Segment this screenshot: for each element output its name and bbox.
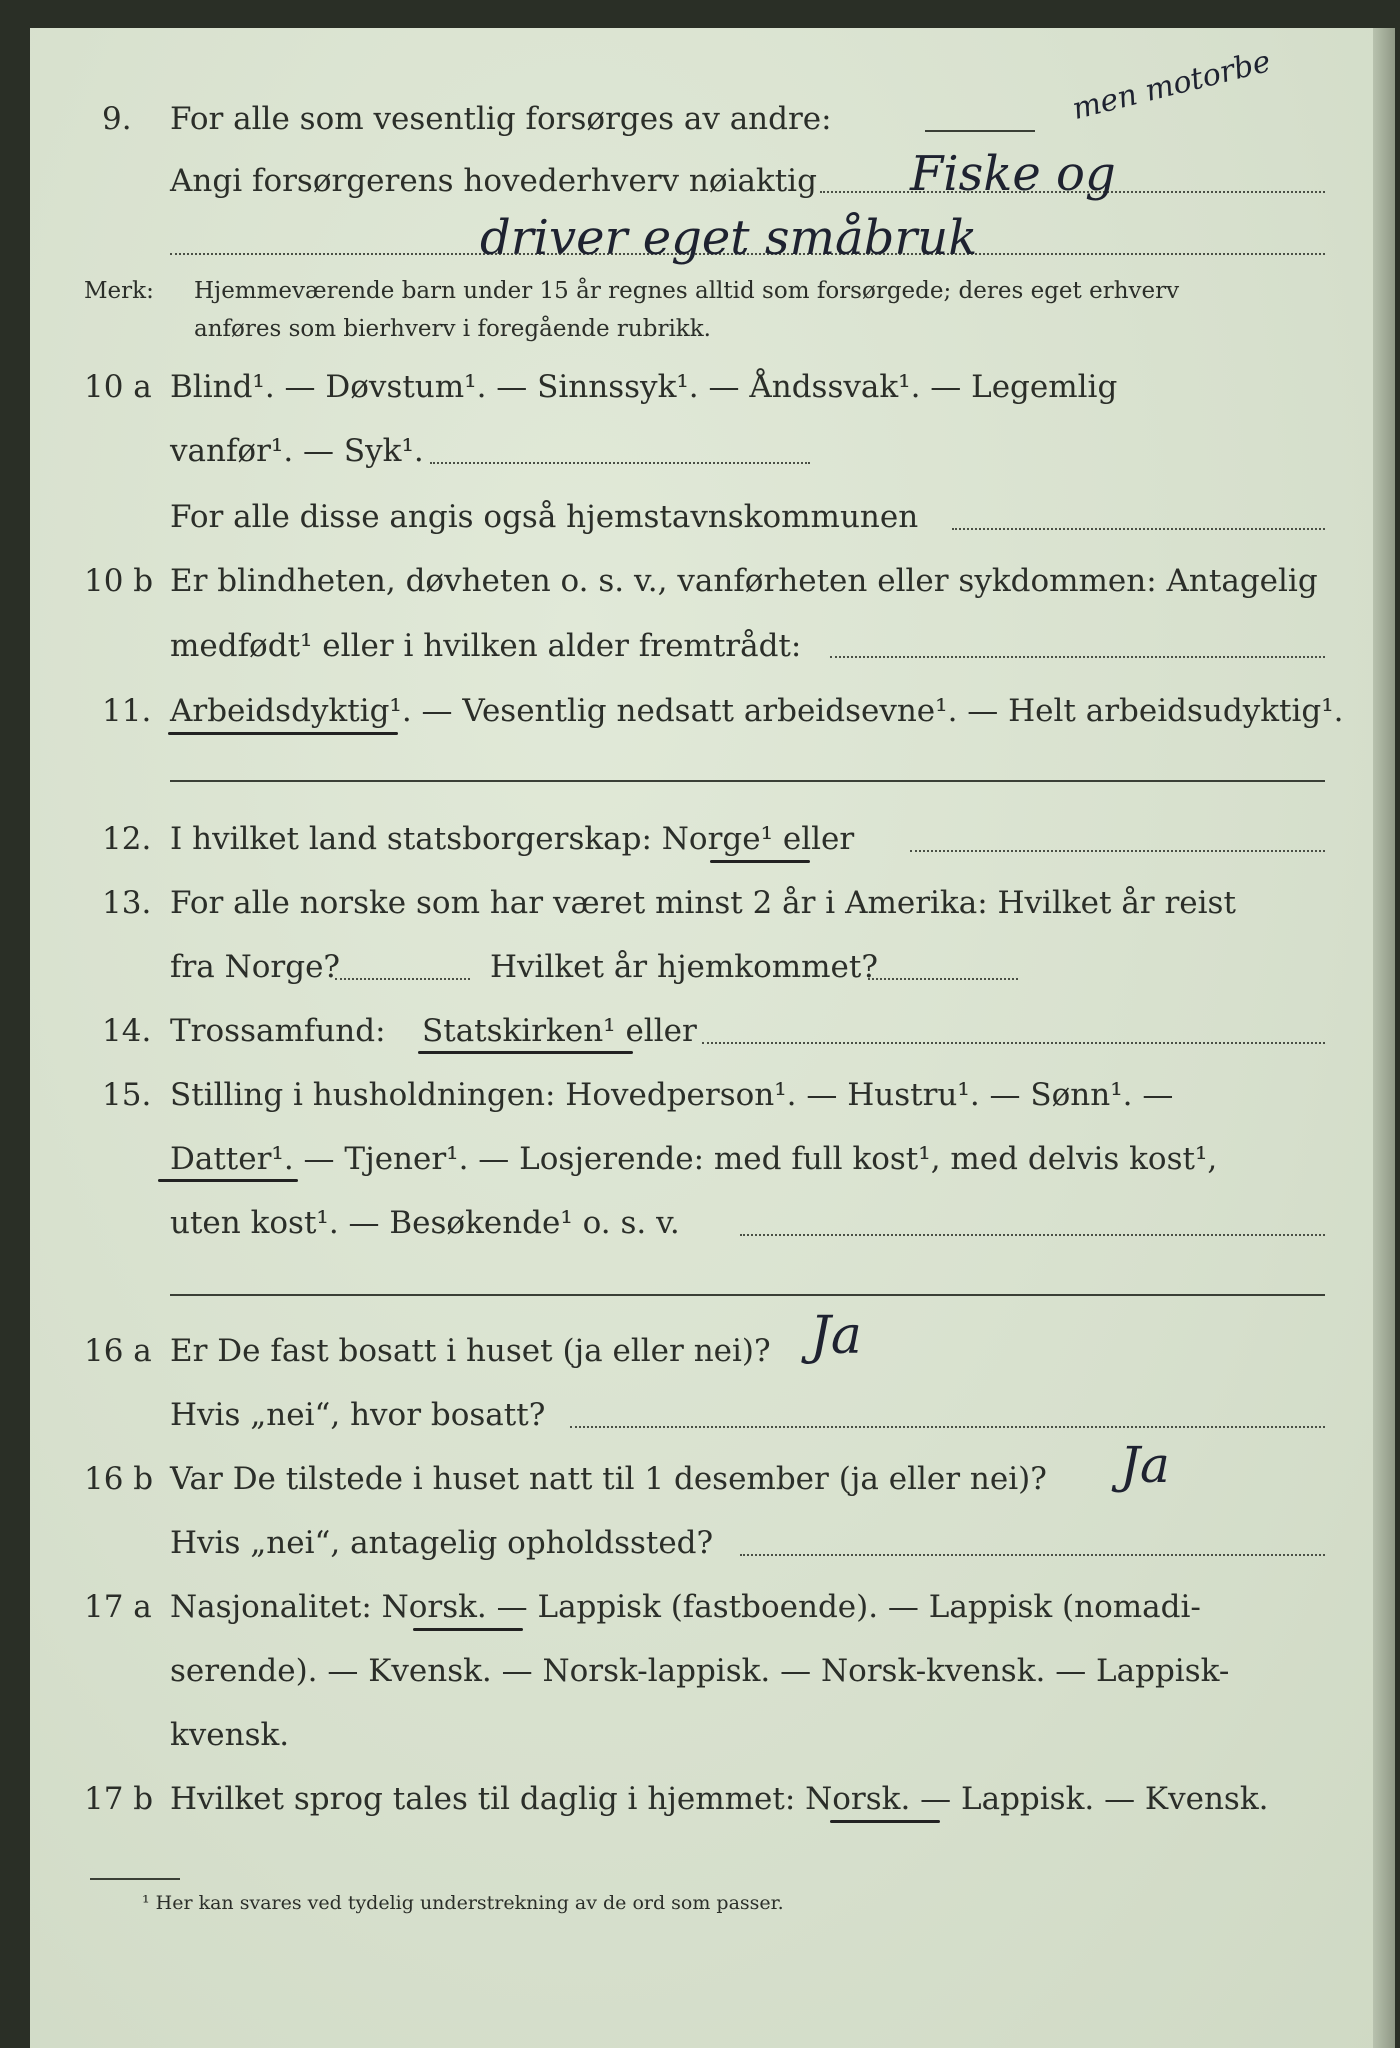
q14-text-1a: Trossamfund: — [170, 1013, 386, 1049]
q15-row-2 — [30, 1136, 1395, 1182]
merk-text-1: Hjemmeværende barn under 15 år regnes alltid som forsørgede; deres eget erhverv — [194, 278, 1180, 304]
q9-text-1: For alle som vesentlig forsørges av andre: — [170, 101, 832, 137]
q16a-row-1 — [30, 1328, 1395, 1374]
q10a-kommune-line — [952, 528, 1325, 530]
q14-text-1b: Statskirken¹ eller — [422, 1013, 697, 1049]
q13-text-1: For alle norske som har været minst 2 år i Amerika: Hvilket år reist — [170, 885, 1236, 921]
q15-row-1 — [30, 1072, 1395, 1118]
q14-underline-statskirken — [418, 1051, 633, 1054]
q17b-row-1 — [30, 1776, 1395, 1822]
q12-answer-line — [910, 850, 1325, 852]
q10b-row-2 — [30, 623, 1395, 669]
q12-row-1 — [30, 816, 1395, 862]
q15-answer-line — [740, 1234, 1325, 1236]
q9-row-2 — [30, 158, 1395, 204]
q15-row-3 — [30, 1200, 1395, 1246]
q13-row-1 — [30, 880, 1395, 926]
q16a-text-1: Er De fast bosatt i huset (ja eller nei)? — [170, 1333, 771, 1369]
q9-row-1 — [30, 96, 1395, 142]
q16b-number: 16 b — [84, 1461, 154, 1497]
merk-text-2: anføres som bierhverv i foregående rubrikk. — [194, 316, 711, 342]
q9-margin-note: men motorbe — [1068, 43, 1275, 128]
q10a-text-2: vanfør¹. — Syk¹. — [170, 433, 424, 469]
census-form-page — [30, 28, 1395, 2048]
q9-text-2: Angi forsørgerens hovederhverv nøiaktig — [170, 163, 817, 199]
q11-row-1 — [30, 688, 1395, 734]
q16a-bosatt-line — [570, 1426, 1325, 1428]
q9-number: 9. — [102, 101, 132, 137]
q10b-row-1 — [30, 558, 1395, 604]
q17b-number: 17 b — [84, 1781, 154, 1817]
q17a-text-3: kvensk. — [170, 1717, 290, 1753]
q13-text-2b: Hvilket år hjemkommet? — [490, 949, 878, 985]
q17b-underline-norsk — [830, 1820, 940, 1823]
q17a-text-2: serende). — Kvensk. — Norsk-lappisk. — Norsk-kvensk. — Lappisk- — [170, 1653, 1230, 1689]
q15-text-2: Datter¹. — Tjener¹. — Losjerende: med full kost¹, med delvis kost¹, — [170, 1141, 1218, 1177]
merk-row-1 — [84, 272, 1180, 310]
q15-number: 15. — [102, 1077, 152, 1113]
q10a-number: 10 a — [84, 369, 152, 405]
q10a-text-1: Blind¹. — Døvstum¹. — Sinnssyk¹. — Åndssvak¹. — Legemlig — [170, 369, 1118, 405]
q9-answer-a[interactable]: Fiske og — [910, 146, 1116, 202]
q11-separator — [170, 780, 1325, 782]
q16a-number: 16 a — [84, 1333, 152, 1369]
q13-reist-line — [335, 978, 470, 980]
q10a-syk-line — [430, 462, 810, 464]
q15-separator — [170, 1294, 1325, 1296]
q16b-text-2: Hvis „nei“, antagelig opholdssted? — [170, 1525, 714, 1561]
footnote-rule — [90, 1878, 180, 1880]
q15-text-1: Stilling i husholdningen: Hovedperson¹. — Hustru¹. — Sønn¹. — — [170, 1077, 1174, 1113]
q11-number: 11. — [102, 693, 152, 729]
footnote: ¹ Her kan svares ved tydelig understrekning av de ord som passer. — [142, 1892, 784, 1914]
q14-answer-line — [702, 1042, 1325, 1044]
q14-number: 14. — [102, 1013, 152, 1049]
q17a-text-1: Nasjonalitet: Norsk. — Lappisk (fastboende). — Lappisk (nomadi- — [170, 1589, 1201, 1625]
q10a-row-2 — [30, 428, 1395, 474]
q16b-row-1 — [30, 1456, 1395, 1502]
q9-dash — [925, 130, 1035, 132]
q17a-number: 17 a — [84, 1589, 152, 1625]
q17a-row-3 — [30, 1712, 1395, 1758]
q10b-number: 10 b — [84, 563, 154, 599]
q16b-opholdssted-line — [740, 1554, 1325, 1556]
q9-answer-b[interactable]: driver eget småbruk — [480, 210, 978, 266]
q13-number: 13. — [102, 885, 152, 921]
q17b-text-1: Hvilket sprog tales til daglig i hjemmet: Norsk. — Lappisk. — Kvensk. — [170, 1781, 1269, 1817]
q13-hjemkommet-line — [868, 978, 1018, 980]
q17a-row-1 — [30, 1584, 1395, 1630]
q10a-text-3: For alle disse angis også hjemstavnskommunen — [170, 499, 919, 535]
q16a-row-2 — [30, 1392, 1395, 1438]
q16b-text-1: Var De tilstede i huset natt til 1 desember (ja eller nei)? — [170, 1461, 1047, 1497]
q10a-row-3 — [30, 494, 1395, 540]
q13-row-2 — [30, 944, 1395, 990]
q16b-row-2 — [30, 1520, 1395, 1566]
q14-row-1 — [30, 1008, 1395, 1054]
q15-text-3: uten kost¹. — Besøkende¹ o. s. v. — [170, 1205, 680, 1241]
q10b-answer-line — [830, 656, 1325, 658]
q11-underline-arbeidsdyktig — [168, 732, 398, 735]
q16a-text-2: Hvis „nei“, hvor bosatt? — [170, 1397, 546, 1433]
q11-text-1: Arbeidsdyktig¹. — Vesentlig nedsatt arbeidsevne¹. — Helt arbeidsudyktig¹. — [170, 693, 1344, 729]
merk-label: Merk: — [84, 278, 154, 304]
q12-number: 12. — [102, 821, 152, 857]
q10a-row-1 — [30, 364, 1395, 410]
q17a-underline-norsk — [413, 1628, 523, 1631]
q13-text-2a: fra Norge? — [170, 949, 341, 985]
q16b-answer[interactable]: Ja — [1120, 1436, 1170, 1494]
q12-underline-norge — [710, 860, 810, 863]
q16a-answer[interactable]: Ja — [810, 1306, 862, 1366]
q10b-text-1: Er blindheten, døvheten o. s. v., vanførheten eller sykdommen: Antagelig — [170, 563, 1318, 599]
q12-text-1: I hvilket land statsborgerskap: Norge¹ eller — [170, 821, 855, 857]
q10b-text-2: medfødt¹ eller i hvilken alder fremtrådt: — [170, 628, 802, 664]
q17a-row-2 — [30, 1648, 1395, 1694]
q15-underline-datter — [158, 1179, 298, 1182]
